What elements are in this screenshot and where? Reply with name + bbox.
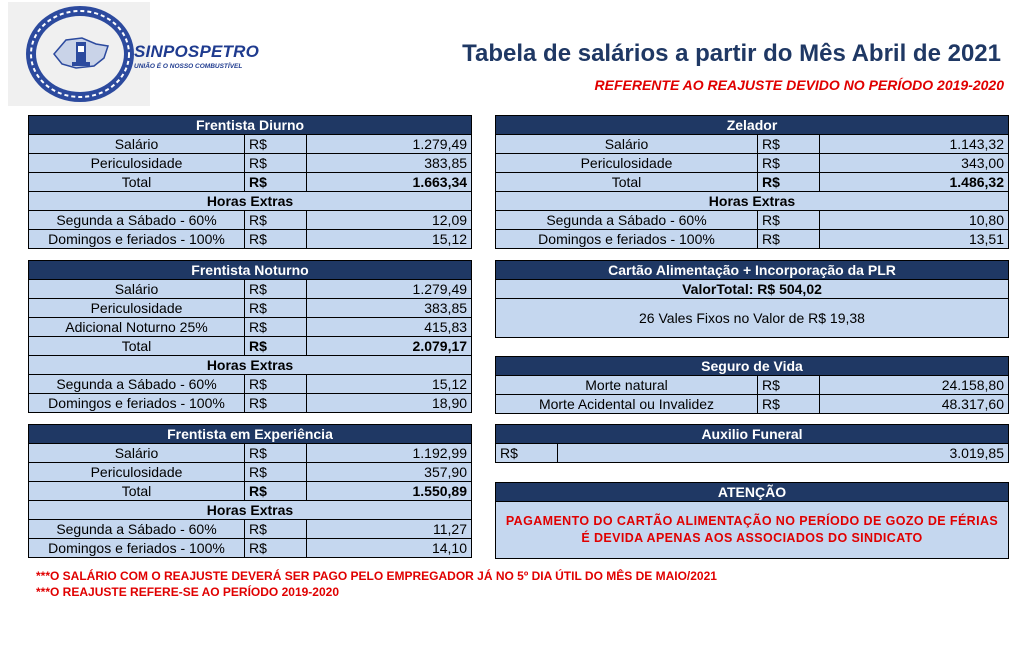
currency-label: R$ (758, 395, 820, 414)
row-label: Periculosidade (496, 154, 758, 173)
currency-label: R$ (245, 337, 307, 356)
total-label: Total (496, 173, 758, 192)
row-value: 11,27 (307, 520, 472, 539)
table-header: Frentista Noturno (29, 261, 472, 280)
table-row (29, 299, 472, 318)
table-frentista-experiencia (28, 424, 472, 558)
row-label: Domingos e feriados - 100% (29, 394, 245, 413)
currency-label: R$ (245, 135, 307, 154)
table-row (29, 539, 472, 558)
row-label: Periculosidade (29, 463, 245, 482)
table-header: ATENÇÃO (496, 483, 1009, 502)
currency-label: R$ (245, 520, 307, 539)
table-header: Cartão Alimentação + Incorporação da PLR (496, 261, 1009, 280)
table-row (496, 376, 1009, 395)
row-label: Salário (496, 135, 758, 154)
table-row (29, 230, 472, 249)
logo (8, 2, 150, 106)
row-label: Segunda a Sábado - 60% (29, 520, 245, 539)
union-seal-icon (24, 4, 136, 104)
total-row (29, 482, 472, 501)
logo-text (134, 42, 284, 70)
currency-label: R$ (245, 211, 307, 230)
table-cartao-alimentacao (495, 260, 1009, 338)
table-row (29, 520, 472, 539)
total-value: 2.079,17 (307, 337, 472, 356)
total-value: 1.663,34 (307, 173, 472, 192)
currency-label: R$ (245, 444, 307, 463)
table-row (496, 135, 1009, 154)
currency-label: R$ (496, 444, 558, 463)
table-row (496, 444, 1009, 463)
table-row (29, 318, 472, 337)
overtime-header: Horas Extras (29, 356, 472, 375)
currency-label: R$ (245, 375, 307, 394)
table-frentista-diurno (28, 115, 472, 249)
row-label: Domingos e feriados - 100% (29, 539, 245, 558)
row-label: Domingos e feriados - 100% (496, 230, 758, 249)
row-label: Segunda a Sábado - 60% (496, 211, 758, 230)
row-label: Periculosidade (29, 154, 245, 173)
row-value: 10,80 (820, 211, 1009, 230)
table-row (496, 395, 1009, 414)
currency-label: R$ (245, 280, 307, 299)
row-label: Salário (29, 444, 245, 463)
row-value: 343,00 (820, 154, 1009, 173)
row-value: 13,51 (820, 230, 1009, 249)
table-row (29, 394, 472, 413)
table-row (29, 154, 472, 173)
logo-slogan: UNIÃO É O NOSSO COMBUSTÍVEL (134, 63, 243, 70)
overtime-header: Horas Extras (496, 192, 1009, 211)
table-header: Zelador (496, 116, 1009, 135)
row-value: 357,90 (307, 463, 472, 482)
logo-name: SINPOSPETRO (134, 42, 260, 61)
total-row (29, 173, 472, 192)
currency-label: R$ (758, 173, 820, 192)
row-value: 15,12 (307, 375, 472, 394)
row-value: 14,10 (307, 539, 472, 558)
table-row (29, 444, 472, 463)
warning-text: PAGAMENTO DO CARTÃO ALIMENTAÇÃO NO PERÍODO DE GOZO DE FÉRIAS É DEVIDA APENAS AOS ASSOCIADOS DO SINDICATO (496, 502, 1009, 559)
table-row (29, 463, 472, 482)
table-row (496, 211, 1009, 230)
currency-label: R$ (758, 376, 820, 395)
row-value: 12,09 (307, 211, 472, 230)
table-atencao (495, 482, 1009, 559)
currency-label: R$ (245, 230, 307, 249)
page-title: Tabela de salários a partir do Mês Abril de 2021 (462, 40, 1001, 67)
table-header: Auxilio Funeral (496, 425, 1009, 444)
page-subtitle: REFERENTE AO REAJUSTE DEVIDO NO PERÍODO 2019-2020 (594, 77, 1004, 93)
row-value: 415,83 (307, 318, 472, 337)
table-auxilio-funeral (495, 424, 1009, 463)
currency-label: R$ (758, 211, 820, 230)
total-label: Total (29, 173, 245, 192)
currency-label: R$ (245, 482, 307, 501)
row-value: 1.279,49 (307, 135, 472, 154)
total-row (29, 337, 472, 356)
row-label: Salário (29, 280, 245, 299)
total-label: Total (29, 337, 245, 356)
row-label: Periculosidade (29, 299, 245, 318)
table-header: Seguro de Vida (496, 357, 1009, 376)
valor-total: ValorTotal: R$ 504,02 (496, 280, 1009, 299)
row-value: 1.192,99 (307, 444, 472, 463)
row-value: 3.019,85 (558, 444, 1009, 463)
currency-label: R$ (245, 463, 307, 482)
currency-label: R$ (245, 539, 307, 558)
row-value: 383,85 (307, 154, 472, 173)
table-row (29, 135, 472, 154)
currency-label: R$ (758, 230, 820, 249)
row-value: 18,90 (307, 394, 472, 413)
table-zelador (495, 115, 1009, 249)
total-value: 1.550,89 (307, 482, 472, 501)
row-label: Morte Acidental ou Invalidez (496, 395, 758, 414)
row-value: 24.158,80 (820, 376, 1009, 395)
currency-label: R$ (245, 154, 307, 173)
row-label: Domingos e feriados - 100% (29, 230, 245, 249)
footnote: ***O REAJUSTE REFERE-SE AO PERÍODO 2019-2020 (36, 585, 339, 599)
table-row (29, 280, 472, 299)
total-value: 1.486,32 (820, 173, 1009, 192)
currency-label: R$ (758, 154, 820, 173)
table-frentista-noturno (28, 260, 472, 413)
currency-label: R$ (758, 135, 820, 154)
table-header: Frentista em Experiência (29, 425, 472, 444)
currency-label: R$ (245, 318, 307, 337)
row-value: 1.143,32 (820, 135, 1009, 154)
currency-label: R$ (245, 173, 307, 192)
table-seguro-de-vida (495, 356, 1009, 414)
row-label: Morte natural (496, 376, 758, 395)
table-row (496, 154, 1009, 173)
row-value: 1.279,49 (307, 280, 472, 299)
currency-label: R$ (245, 394, 307, 413)
vales-fixos: 26 Vales Fixos no Valor de R$ 19,38 (496, 299, 1009, 338)
row-label: Adicional Noturno 25% (29, 318, 245, 337)
currency-label: R$ (245, 299, 307, 318)
overtime-header: Horas Extras (29, 192, 472, 211)
total-row (496, 173, 1009, 192)
row-label: Salário (29, 135, 245, 154)
total-label: Total (29, 482, 245, 501)
overtime-header: Horas Extras (29, 501, 472, 520)
table-header: Frentista Diurno (29, 116, 472, 135)
row-value: 48.317,60 (820, 395, 1009, 414)
footnote: ***O SALÁRIO COM O REAJUSTE DEVERÁ SER PAGO PELO EMPREGADOR JÁ NO 5º DIA ÚTIL DO MÊS DE MAIO/2021 (36, 569, 717, 583)
row-label: Segunda a Sábado - 60% (29, 375, 245, 394)
row-value: 383,85 (307, 299, 472, 318)
table-row (29, 375, 472, 394)
table-row (496, 230, 1009, 249)
table-row (29, 211, 472, 230)
row-value: 15,12 (307, 230, 472, 249)
row-label: Segunda a Sábado - 60% (29, 211, 245, 230)
